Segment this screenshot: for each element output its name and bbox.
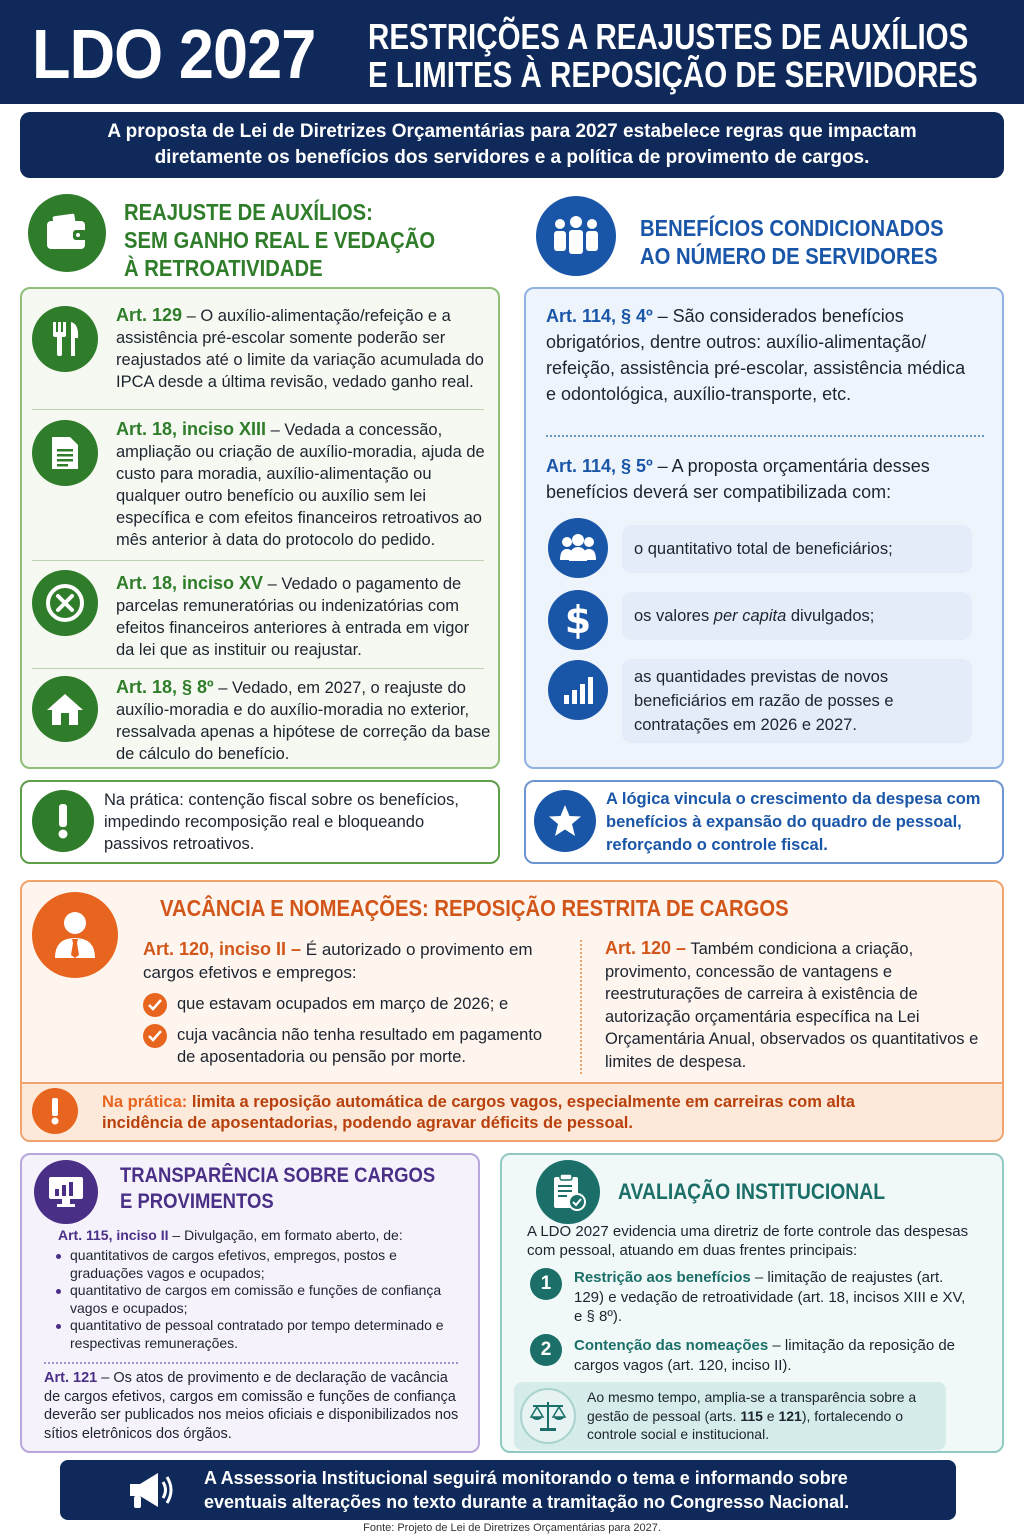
wallet-icon	[28, 194, 106, 272]
divider	[32, 560, 484, 561]
page-title: LDO 2027	[32, 15, 316, 93]
intro-banner: A proposta de Lei de Diretrizes Orçamentárias para 2027 estabelece regras que impactam diretamente os benefícios dos servidores e a política de provimento de cargos.	[20, 112, 1004, 178]
beneficios-art-114-5: Art. 114, § 5º – A proposta orçamentária desses benefícios deverá ser compatibilizada com:	[546, 456, 930, 502]
exclamation-icon	[32, 790, 94, 852]
beneficios-art-114-4: Art. 114, § 4º – São considerados benefícios obrigatórios, dentre outros: auxílio-alimentação/ refeição, assistência pré-escolar, assistência médica e odontológica, auxílio-transporte, etc.	[546, 306, 966, 404]
cancel-icon	[32, 570, 98, 636]
auxilios-item: Art. 18, inciso XV – Vedado o pagamento de parcelas remuneratórias ou indenizatórias com efeitos financeiros anteriores à entrada em vigor da lei que as instituir ou reajustar.	[116, 573, 470, 659]
auxilios-item: Art. 129 – O auxílio-alimentação/refeição e a assistência pré-escolar somente poderão ser reajustados até o limite da variação acumulada do IPCA desde a última revisão, vedado ganho real.	[116, 305, 484, 391]
transparencia-bullet-list	[54, 1247, 464, 1352]
transparencia-art-115: Art. 115, inciso II – Divulgação, em formato aberto, de:	[58, 1227, 403, 1243]
avaliacao-intro: A LDO 2027 evidencia uma diretriz de forte controle das despesas com pessoal, atuando em duas frentes principais:	[527, 1223, 969, 1259]
check-icon	[143, 1024, 167, 1048]
person-icon	[32, 892, 118, 978]
footer-text: A Assessoria Institucional seguirá monitorando o tema e informando sobre eventuais alterações no texto durante a tramitação no Congresso Nacional.	[204, 1468, 850, 1512]
divider	[546, 435, 984, 437]
monitor-chart-icon	[34, 1160, 98, 1224]
transparencia-title: TRANSPARÊNCIA SOBRE CARGOS E PROVIMENTOS	[120, 1164, 436, 1213]
page-subtitle: RESTRIÇÕES A REAJUSTES DE AUXÍLIOS E LIMITES À REPOSIÇÃO DE SERVIDORES	[368, 16, 978, 95]
scales-icon	[520, 1388, 576, 1444]
transparencia-art-121: Art. 121 – Os atos de provimento e de declaração de vacância de cargos efetivos, cargos em comissão e funções de confiança deverão ser publicados nos meios oficiais e disponibilizados nos sítios eletrônicos dos órgãos.	[44, 1370, 459, 1442]
auxilios-item: Art. 18, § 8º – Vedado, em 2027, o reajuste do auxílio-moradia e do auxílio-moradia no exterior, ressalvada apenas a hipótese de correção da base de cálculo do benefício.	[116, 677, 491, 763]
people-group-icon	[536, 196, 616, 276]
number-badge: 1	[530, 1268, 562, 1300]
auxilios-item: Art. 18, inciso XIII – Vedada a concessão, ampliação ou criação de auxílio-moradia, ajuda de custo para moradia, auxílio-alimentação ou qualquer outro benefício ou auxílio sem lei específica e com efeitos financeiros retroativos ao mês anterior à data do protocolo do pedido.	[116, 419, 485, 549]
star-icon	[534, 790, 596, 852]
megaphone-icon	[126, 1468, 174, 1512]
bar-chart-icon	[548, 660, 608, 720]
dollar-icon: $	[548, 590, 608, 650]
house-icon	[32, 676, 98, 742]
number-badge: 2	[530, 1334, 562, 1366]
auxilios-note-text: Na prática: contenção fiscal sobre os benefícios, impedindo recomposição real e bloqueando passivos retroativos.	[104, 791, 459, 853]
vacancia-check-item: que estavam ocupados em março de 2026; e	[177, 995, 509, 1013]
divider	[580, 940, 582, 1074]
clipboard-check-icon	[536, 1160, 600, 1224]
check-icon	[143, 993, 167, 1017]
list-item: quantitativo de cargos em comissão e funções de confiança vagos e ocupados;	[54, 1282, 464, 1317]
exclamation-icon	[32, 1088, 78, 1134]
list-item: quantitativo de pessoal contratado por tempo determinado e respectivas remunerações.	[54, 1317, 464, 1352]
vacancia-note-text: Na prática: limita a reposição automática de cargos vagos, especialmente em carreiras com alta incidência de aposentadorias, podendo agravar déficits de pessoal.	[102, 1093, 855, 1132]
avaliacao-box-text: Ao mesmo tempo, amplia-se a transparência sobre a gestão de pessoal (arts. 115 e 121), fortalecendo o controle social e institucional.	[587, 1389, 917, 1442]
users-icon	[548, 518, 608, 578]
beneficios-note-text: A lógica vincula o crescimento da despesa com benefícios à expansão do quadro de pessoal, reforçando o controle fiscal.	[606, 790, 981, 854]
list-item: quantitativos de cargos efetivos, empregos, postos e graduações vagos e ocupados;	[54, 1247, 464, 1282]
divider	[44, 1362, 458, 1364]
source-note: Fonte: Projeto de Lei de Diretrizes Orçamentárias para 2027.	[363, 1522, 661, 1534]
pill-beneficiarios: o quantitativo total de beneficiários;	[622, 525, 972, 573]
avaliacao-title: AVALIAÇÃO INSTITUCIONAL	[618, 1179, 886, 1204]
beneficios-title: BENEFÍCIOS CONDICIONADOS AO NÚMERO DE SERVIDORES	[640, 215, 944, 269]
vacancia-check-item: cuja vacância não tenha resultado em pagamento de aposentadoria ou pensão por morte.	[177, 1026, 543, 1066]
avaliacao-item: Restrição aos benefícios – limitação de reajustes (art. 129) e vedação de retroatividade (art. 18, incisos XIII e XV, e § 8º).	[574, 1269, 966, 1325]
pill-novos-beneficiarios: as quantidades previstas de novos beneficiários em razão de posses e contratações em 2026 e 2027.	[622, 659, 972, 743]
vacancia-title: VACÂNCIA E NOMEAÇÕES: REPOSIÇÃO RESTRITA DE CARGOS	[160, 895, 789, 921]
vacancia-art-120-ii: Art. 120, inciso II – É autorizado o provimento em cargos efetivos e empregos:	[143, 939, 533, 982]
cutlery-icon	[32, 306, 98, 372]
pill-per-capita: os valores per capita divulgados;	[622, 592, 972, 640]
divider	[32, 409, 484, 410]
avaliacao-item: Contenção das nomeações – limitação da reposição de cargos vagos (art. 120, inciso II).	[574, 1337, 956, 1374]
document-icon	[32, 420, 98, 486]
divider	[32, 668, 484, 669]
vacancia-art-120: Art. 120 – Também condiciona a criação, provimento, concessão de vantagens e reestruturações de carreira à existência de autorização orçamentária específica na Lei Orçamentária Anual, observados os quantitativos e limites de despesa.	[605, 938, 979, 1071]
auxilios-title: REAJUSTE DE AUXÍLIOS: SEM GANHO REAL E VEDAÇÃO À RETROATIVIDADE	[124, 199, 436, 281]
